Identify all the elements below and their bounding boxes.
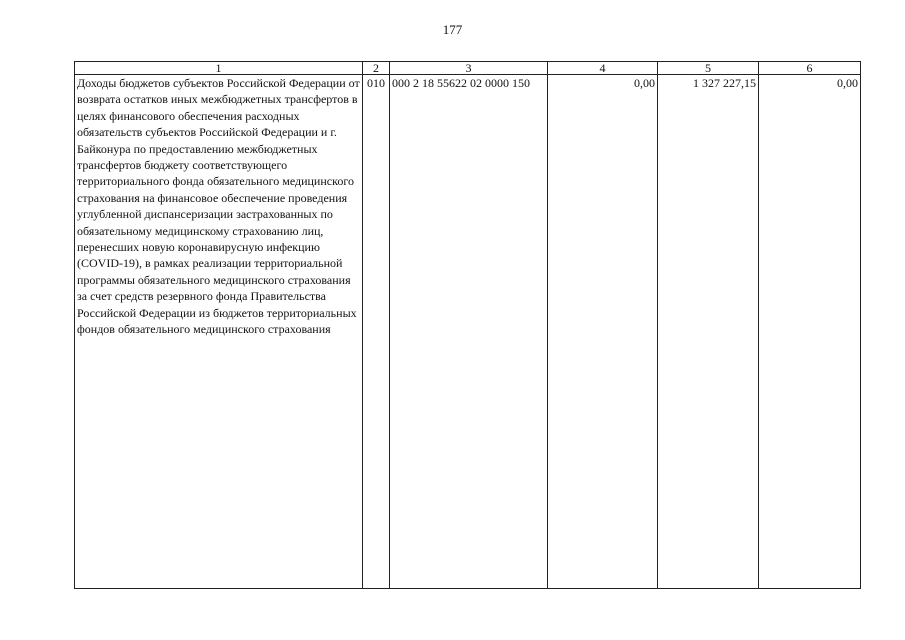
header-col-3: 3 (390, 62, 548, 75)
page-number: 177 (442, 22, 463, 37)
row-col5-value: 1 327 227,15 (658, 75, 759, 589)
header-row (75, 62, 861, 75)
row-col6-value: 0,00 (759, 75, 861, 589)
row-col4-value: 0,00 (548, 75, 658, 589)
row-kbk-code: 000 2 18 55622 02 0000 150 (390, 75, 548, 589)
header-col-1: 1 (75, 62, 363, 75)
row-admin-code: 010 (363, 75, 390, 589)
header-col-6: 6 (759, 62, 861, 75)
budget-table (74, 61, 861, 589)
row-description: Доходы бюджетов субъектов Российской Федерации от возврата остатков иных межбюджетных трансфертов в целях финансового обеспечения расходных обязательств субъектов Российской Федерации и г. Байконура по предоставлению межбюджетных трансфертов бюджету соответствующего территориального фонда обязательного медицинского страхования на финансовое обеспечение проведения углубленной диспансеризации застрахованных по обязательному медицинскому страхованию лиц, перенесших новую коронавирусную инфекцию (COVID-19), в рамках реализации территориальной программы обязательного медицинского страхования за счет средств резервного фонда Правительства Российской Федерации из бюджетов территориальных фондов обязательного медицинского страхования (75, 75, 363, 589)
header-col-5: 5 (658, 62, 759, 75)
header-col-2: 2 (363, 62, 390, 75)
header-col-4: 4 (548, 62, 658, 75)
table-row (75, 75, 861, 589)
